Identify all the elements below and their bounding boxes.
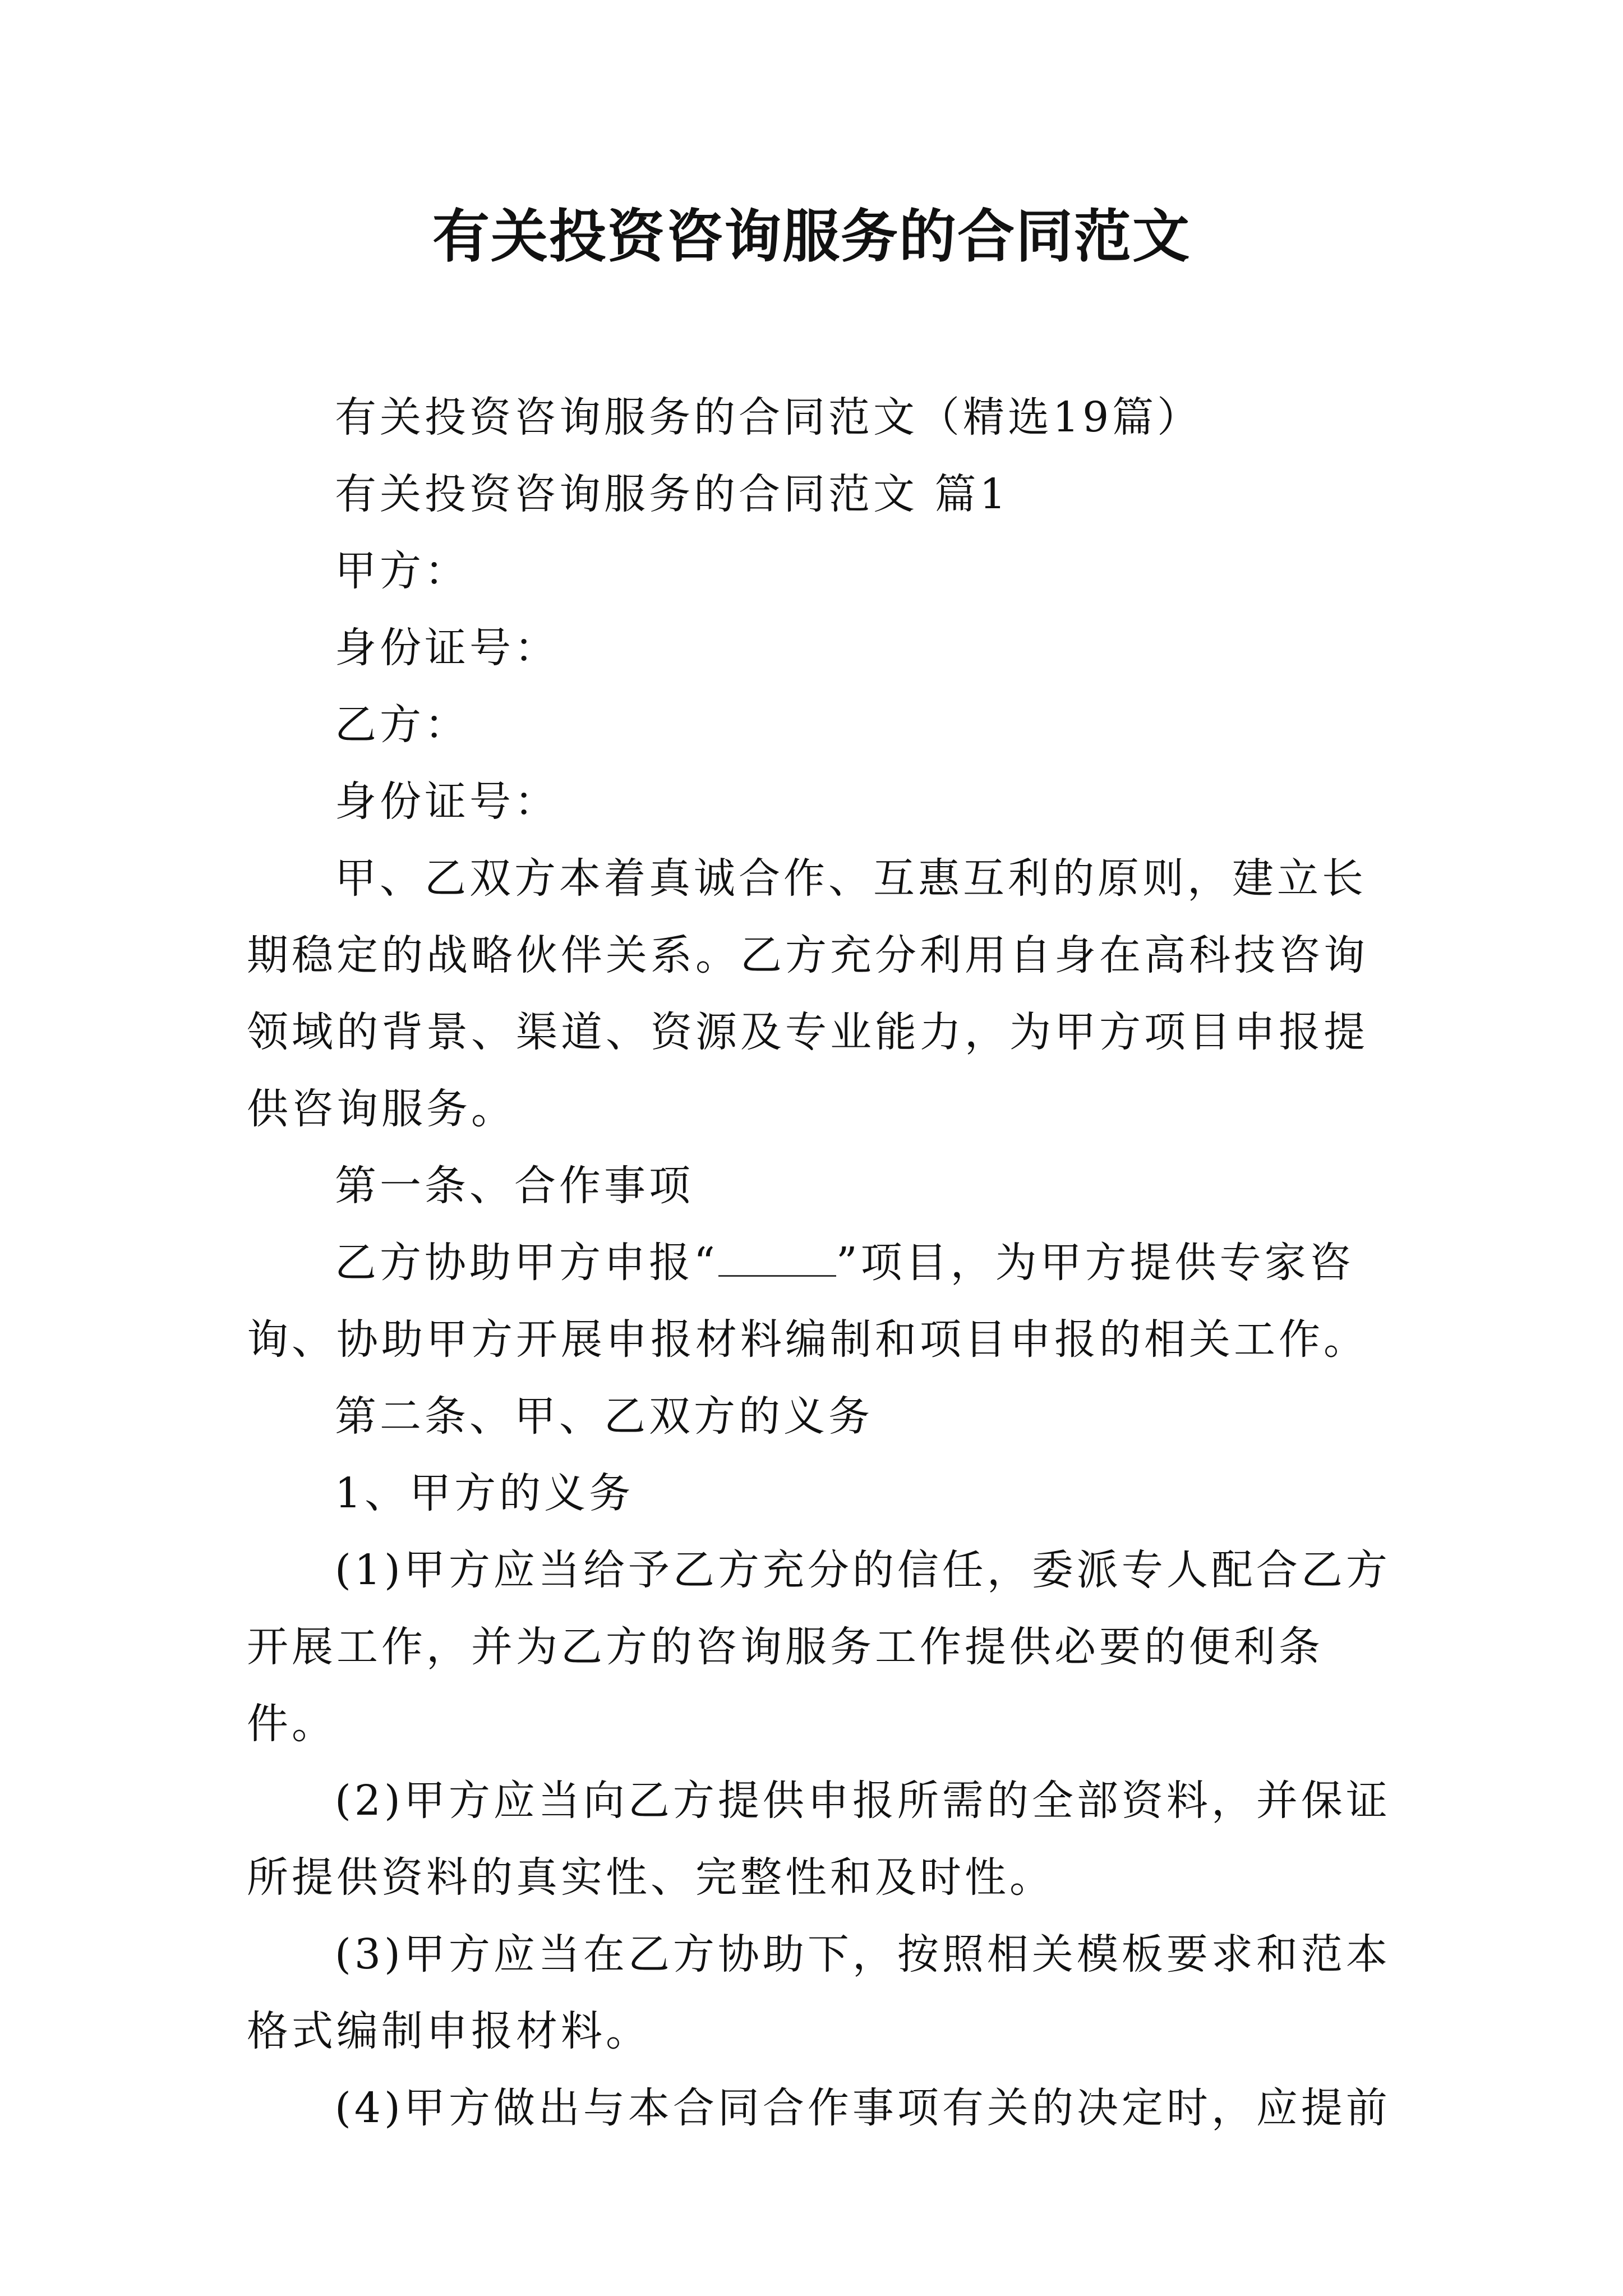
project-name-blank [718, 1244, 836, 1277]
duty-item-1: (1)甲方应当给予乙方充分的信任，委派专人配合乙方开展工作，并为乙方的咨询服务工作提供必要的便利条件。 [247, 1546, 1391, 1748]
document-body [247, 379, 1391, 2147]
section-heading: 有关投资咨询服务的合同范文 篇1 [335, 470, 1009, 518]
duty-item-3: (3)甲方应当在乙方协助下，按照相关模板要求和范本格式编制申报材料。 [247, 1930, 1391, 2055]
party-b-id-label: 身份证号： [335, 777, 559, 826]
document-title: 有关投资咨询服务的合同范文 [432, 203, 1191, 270]
party-a-id-label: 身份证号： [335, 624, 559, 672]
duty-item-4: (4)甲方做出与本合同合作事项有关的决定时，应提前 [335, 2084, 1391, 2132]
subtitle-paragraph: 有关投资咨询服务的合同范文（精选19篇） [335, 393, 1202, 441]
article-1-paragraph [247, 1225, 1391, 1378]
article-1-text-before: 乙方协助甲方申报“ [335, 1239, 718, 1287]
article-2-heading: 第二条、甲、乙双方的义务 [335, 1392, 873, 1441]
party-b-label: 乙方： [335, 701, 469, 749]
party-a-label: 甲方： [335, 547, 469, 595]
preamble-paragraph: 甲、乙双方本着真诚合作、互惠互利的原则，建立长期稳定的战略伙伴关系。乙方充分利用自身在高科技咨询领域的背景、渠道、资源及专业能力，为甲方项目申报提供咨询服务。 [247, 854, 1368, 1133]
article-1-heading: 第一条、合作事项 [335, 1162, 694, 1210]
duty-item-2: (2)甲方应当向乙方提供申报所需的全部资料，并保证所提供资料的真实性、完整性和及时性。 [247, 1777, 1391, 1902]
article-1-text-after: ”项目，为甲方提供专家咨询、协助甲方开展申报材料编制和项目申报的相关工作。 [247, 1239, 1368, 1364]
party-a-duties-heading: 1、甲方的义务 [335, 1469, 634, 1517]
